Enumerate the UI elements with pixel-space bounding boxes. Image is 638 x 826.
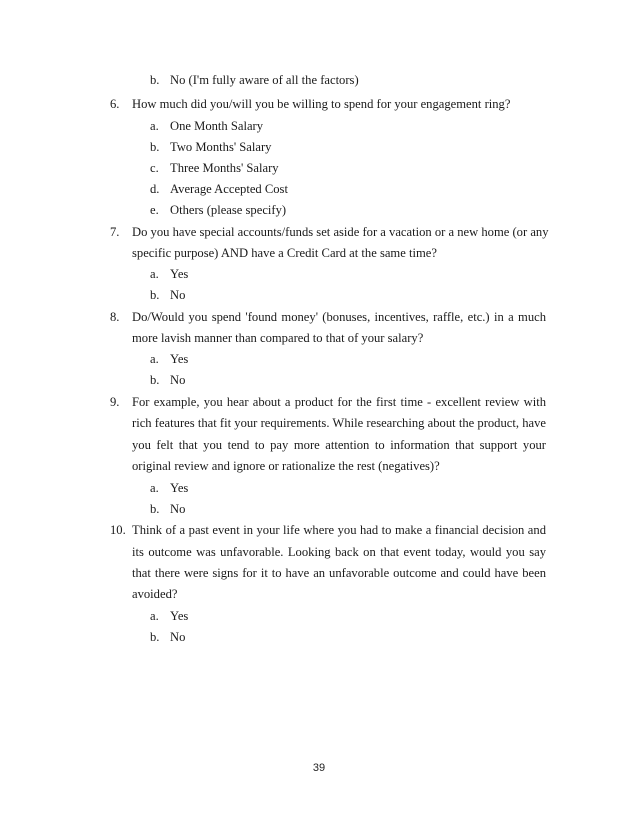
option-text: Two Months' Salary bbox=[170, 140, 272, 154]
question-text: For example, you hear about a product for the first time - excellent review with bbox=[132, 395, 546, 409]
question-text: that there were signs for it to have an unfavorable outcome and could have been bbox=[132, 566, 546, 580]
question-number: 9. bbox=[110, 395, 120, 409]
option-letter: b. bbox=[150, 502, 160, 516]
option-letter: a. bbox=[150, 609, 159, 623]
option-letter: c. bbox=[150, 161, 159, 175]
option-text: Yes bbox=[170, 267, 189, 281]
question-text: its outcome was unfavorable. Looking back on that event today, would you say bbox=[132, 545, 546, 559]
question-number: 10. bbox=[110, 523, 126, 537]
option-text: No bbox=[170, 288, 186, 302]
question-number: 7. bbox=[110, 225, 120, 239]
option-text: Yes bbox=[170, 609, 189, 623]
option-letter: b. bbox=[150, 373, 160, 387]
question-number: 6. bbox=[110, 97, 120, 111]
question-text: Do/Would you spend 'found money' (bonuses, incentives, raffle, etc.) in a much bbox=[132, 310, 546, 324]
option-text: Three Months' Salary bbox=[170, 161, 279, 175]
option-text: No bbox=[170, 373, 186, 387]
option-letter: a. bbox=[150, 267, 159, 281]
question-number: 8. bbox=[110, 310, 120, 324]
option-letter: a. bbox=[150, 352, 159, 366]
question-text: How much did you/will you be willing to spend for your engagement ring? bbox=[132, 97, 511, 111]
question-text: you felt that you tend to pay more attention to information that support your bbox=[132, 438, 546, 452]
option-text: No bbox=[170, 502, 186, 516]
page-number: 39 bbox=[312, 762, 326, 774]
option-letter: d. bbox=[150, 182, 160, 196]
question-text: specific purpose) AND have a Credit Card at the same time? bbox=[132, 246, 437, 260]
option-letter: b. bbox=[150, 140, 160, 154]
option-letter: e. bbox=[150, 203, 159, 217]
question-text: Think of a past event in your life where you had to make a financial decision and bbox=[132, 523, 546, 537]
option-text: Yes bbox=[170, 481, 189, 495]
option-text: Yes bbox=[170, 352, 189, 366]
option-letter: b. bbox=[150, 73, 160, 87]
option-letter: b. bbox=[150, 288, 160, 302]
option-text: Others (please specify) bbox=[170, 203, 287, 217]
option-text: Average Accepted Cost bbox=[170, 182, 288, 196]
option-text: No (I'm fully aware of all the factors) bbox=[170, 73, 359, 87]
question-text: more lavish manner than compared to that of your salary? bbox=[132, 331, 424, 345]
question-text: original review and ignore or rationalize the rest (negatives)? bbox=[132, 459, 440, 473]
option-letter: b. bbox=[150, 630, 160, 644]
question-text: avoided? bbox=[132, 587, 178, 601]
option-letter: a. bbox=[150, 481, 159, 495]
option-text: No bbox=[170, 630, 186, 644]
question-text: Do you have special accounts/funds set aside for a vacation or a new home (or any bbox=[132, 225, 549, 239]
option-letter: a. bbox=[150, 119, 159, 133]
question-text: rich features that fit your requirements. While researching about the product, have bbox=[132, 416, 546, 430]
option-text: One Month Salary bbox=[170, 119, 264, 133]
